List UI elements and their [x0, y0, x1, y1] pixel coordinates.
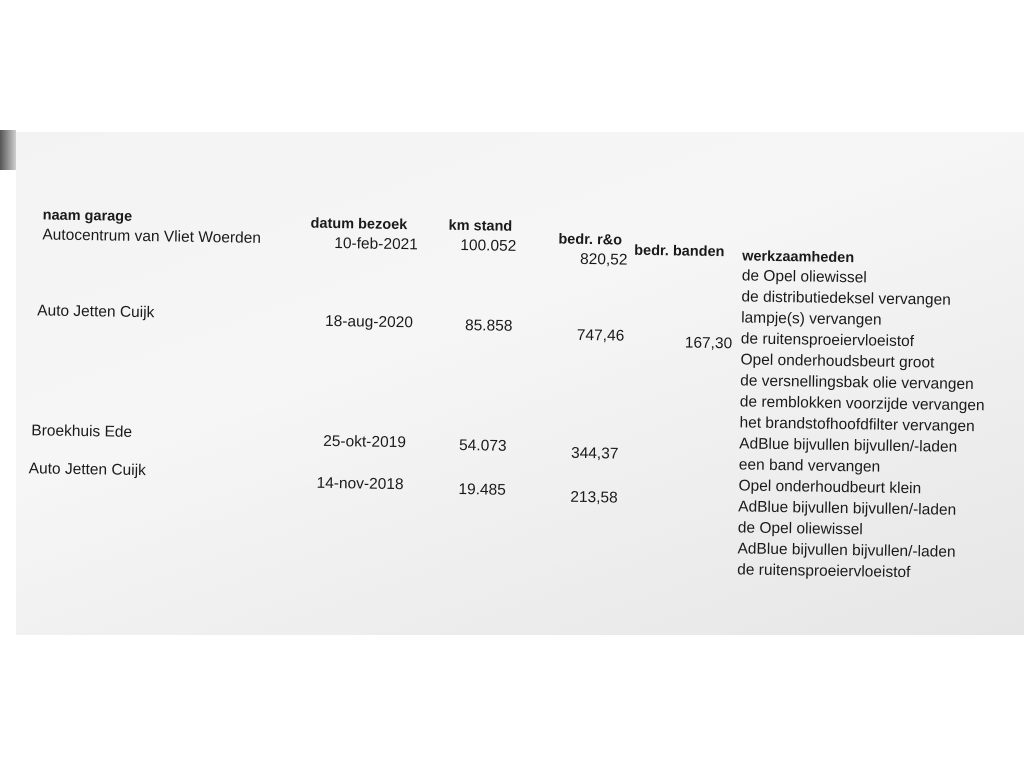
- row-0-work-1: de distributiedeksel vervangen: [741, 288, 951, 309]
- row-0-work-2: lampje(s) vervangen: [741, 309, 882, 329]
- row-3-work-2: de ruitensproeiervloeistof: [737, 561, 911, 582]
- row-1-work-0: Opel onderhoudsbeurt groot: [740, 351, 935, 372]
- row-2-work-0: Opel onderhoudbeurt klein: [738, 477, 922, 498]
- row-2-work-1: AdBlue bijvullen bijvullen/-laden: [738, 498, 957, 519]
- row-3-garage: Auto Jetten Cuijk: [28, 460, 147, 480]
- row-3-date: 14-nov-2018: [316, 474, 404, 494]
- row-0-ro: 820,52: [579, 250, 628, 269]
- row-3-work-0: de Opel oliewissel: [737, 519, 863, 539]
- row-1-km: 85.858: [464, 317, 513, 335]
- paper-document: [16, 132, 1024, 635]
- row-1-work-3: het brandstofhoofdfilter vervangen: [739, 414, 975, 436]
- row-3-km: 19.485: [458, 480, 506, 499]
- header-ro: bedr. r&o: [558, 231, 623, 249]
- maintenance-table: [16, 132, 1024, 635]
- header-date: datum bezoek: [310, 215, 408, 234]
- row-1-date: 18-aug-2020: [324, 312, 414, 332]
- header-km: km stand: [448, 217, 513, 235]
- row-3-work-1: AdBlue bijvullen bijvullen/-laden: [737, 540, 956, 561]
- row-0-km: 100.052: [460, 236, 517, 255]
- row-1-tires: 167,30: [684, 334, 733, 353]
- row-0-garage: Autocentrum van Vliet Woerden: [42, 226, 262, 247]
- row-1-ro: 747,46: [576, 326, 625, 345]
- row-1-work-1: de versnellingsbak olie vervangen: [740, 372, 974, 394]
- row-0-work-3: de ruitensproeiervloeistof: [740, 330, 915, 351]
- row-0-date: 10-feb-2021: [334, 235, 419, 254]
- row-2-date: 25-okt-2019: [323, 432, 407, 452]
- row-1-work-2: de remblokken voorzijde vervangen: [739, 393, 985, 415]
- row-1-garage: Auto Jetten Cuijk: [37, 302, 155, 322]
- row-2-garage: Broekhuis Ede: [31, 422, 133, 441]
- row-0-work-0: de Opel oliewissel: [741, 267, 867, 287]
- row-2-km: 54.073: [458, 437, 507, 455]
- header-garage: naam garage: [42, 207, 133, 225]
- header-tires: bedr. banden: [634, 242, 725, 261]
- row-2-ro: 344,37: [570, 444, 619, 463]
- row-1-work-5: een band vervangen: [738, 456, 881, 476]
- header-work: werkzaamheden: [742, 248, 855, 267]
- page-edge-shadow: [0, 130, 16, 170]
- row-3-ro: 213,58: [570, 488, 618, 507]
- row-1-work-4: AdBlue bijvullen bijvullen/-laden: [739, 435, 958, 456]
